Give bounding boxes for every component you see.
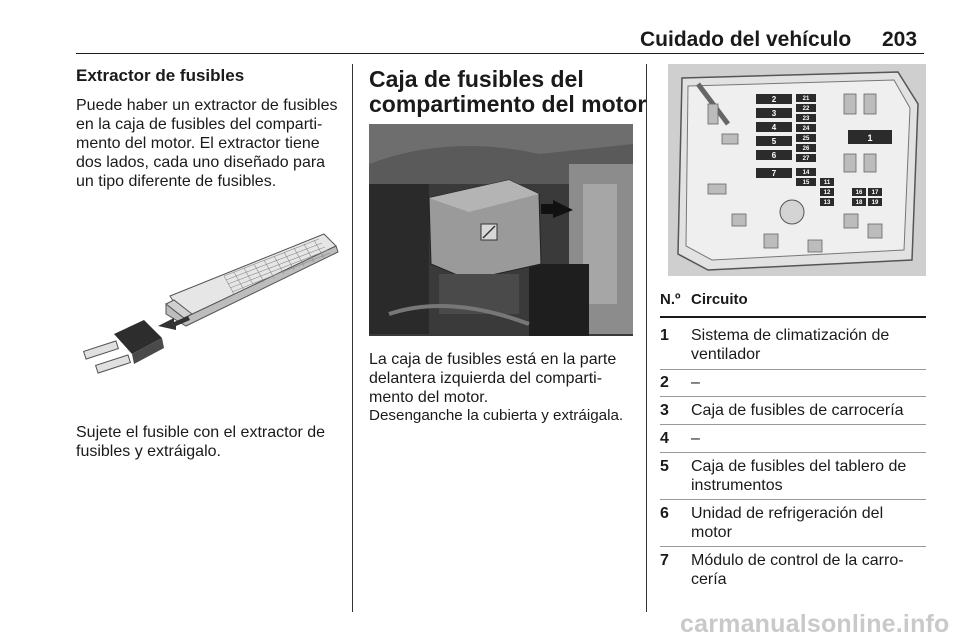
extractor-instruction — [76, 423, 346, 461]
fuse-label-15: 15 — [802, 180, 810, 186]
fuse-label-27: 27 — [802, 156, 810, 162]
fuse-label-26: 26 — [802, 146, 810, 152]
row-circuit — [691, 326, 926, 364]
fuse-label-22: 22 — [802, 106, 810, 112]
text-line: dos lados, cada uno diseñado para — [76, 154, 326, 171]
fuse-label-4: 4 — [771, 123, 777, 132]
text-line: mento del motor. El extractor tiene — [76, 135, 320, 152]
watermark: carmanualsonline.info — [680, 610, 950, 638]
engine-bay-photo — [369, 124, 633, 336]
fuse-label-19: 19 — [871, 200, 879, 206]
text-line: motor — [691, 524, 732, 541]
text-line: un tipo diferente de fusibles. — [76, 173, 277, 190]
fuse-extractor-illustration — [74, 222, 340, 382]
fuse-label-6: 6 — [771, 151, 777, 160]
fuse-label-1: 1 — [867, 133, 873, 143]
row-divider — [660, 424, 926, 425]
row-divider — [660, 546, 926, 547]
fuse-label-7: 7 — [771, 169, 777, 178]
extractor-paragraph — [76, 96, 346, 191]
fuse-label-17: 17 — [871, 190, 879, 196]
fusebox-cover-text: Desenganche la cubierta y extráigala. — [369, 407, 624, 424]
row-number: 7 — [660, 552, 669, 569]
row-number: 4 — [660, 430, 669, 447]
fuse-label-25: 25 — [802, 136, 810, 142]
fuse-label-11: 11 — [823, 180, 831, 186]
page-number: 203 — [882, 28, 918, 51]
row-circuit — [691, 551, 926, 589]
text-line: en la caja de fusibles del comparti- — [76, 116, 323, 133]
text-line: ventilador — [691, 346, 761, 363]
fusebox-location-text — [369, 350, 641, 407]
row-divider — [660, 499, 926, 500]
row-number: 6 — [660, 505, 669, 522]
header-rule — [76, 53, 924, 54]
fuse-label-24: 24 — [802, 126, 810, 132]
row-number: 2 — [660, 374, 669, 391]
fuse-label-3: 3 — [771, 109, 777, 118]
fuse-label-18: 18 — [855, 200, 863, 206]
text-line: delantera izquierda del comparti- — [369, 370, 603, 387]
row-circuit — [691, 401, 926, 420]
heading-line: Caja de fusibles del — [369, 66, 584, 92]
row-divider — [660, 396, 926, 397]
row-divider — [660, 369, 926, 370]
fuse-box-diagram — [668, 64, 926, 276]
column-header-number: N.º — [660, 291, 681, 308]
row-circuit — [691, 457, 926, 495]
text-line: Caja de fusibles de carrocería — [691, 402, 904, 419]
fuse-label-5: 5 — [771, 137, 777, 146]
text-line: fusibles y extráigalo. — [76, 443, 221, 460]
heading-line: compartimento del motor — [369, 91, 647, 117]
text-line: cería — [691, 571, 727, 588]
text-line: Módulo de control de la carro- — [691, 552, 904, 569]
table-header-rule — [660, 316, 926, 318]
column-divider-right — [646, 64, 647, 612]
text-line: Caja de fusibles del tablero de — [691, 458, 907, 475]
fuse-label-12: 12 — [823, 190, 831, 196]
fuse-label-2: 2 — [771, 95, 777, 104]
section-heading-fusebox — [369, 67, 646, 117]
fuse-label-14: 14 — [802, 170, 810, 176]
text-line: Sujete el fusible con el extractor de — [76, 424, 326, 441]
row-circuit — [691, 373, 926, 392]
row-number: 1 — [660, 327, 669, 344]
fuse-label-23: 23 — [802, 116, 810, 122]
text-line: – — [691, 430, 700, 447]
fuse-label-13: 13 — [823, 200, 831, 206]
row-circuit — [691, 504, 926, 542]
text-line: instrumentos — [691, 477, 783, 494]
text-line: Puede haber un extractor de fusibles — [76, 97, 338, 114]
row-divider — [660, 452, 926, 453]
column-divider-left — [352, 64, 353, 612]
page-header-title: Cuidado del vehículo — [640, 28, 852, 51]
column-header-circuit: Circuito — [691, 291, 748, 308]
fuse-label-21: 21 — [802, 96, 810, 102]
row-number: 3 — [660, 402, 669, 419]
text-line: mento del motor. — [369, 389, 489, 406]
row-number: 5 — [660, 458, 669, 475]
text-line: Sistema de climatización de — [691, 327, 890, 344]
text-line: Unidad de refrigeración del — [691, 505, 884, 522]
text-line: La caja de fusibles está en la parte — [369, 351, 617, 368]
section-heading-extractor: Extractor de fusibles — [76, 66, 245, 85]
fuse-label-16: 16 — [855, 190, 863, 196]
text-line: – — [691, 374, 700, 391]
row-circuit — [691, 429, 926, 448]
